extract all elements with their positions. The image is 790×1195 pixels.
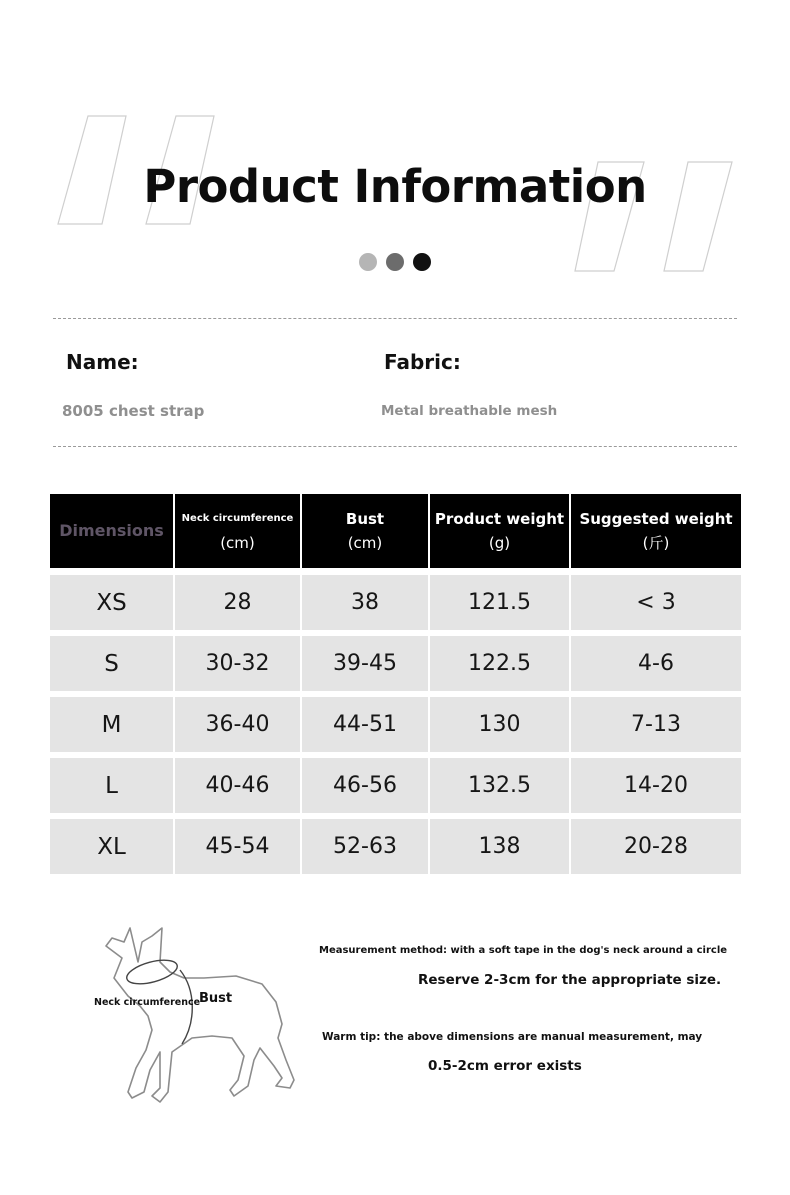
product-weight-cell: 121.5 bbox=[430, 575, 571, 630]
table-row bbox=[50, 819, 741, 874]
header-neck-label: Neck circumference bbox=[181, 513, 294, 524]
measurement-method-note: Measurement method: with a soft tape in the dog's neck around a circle bbox=[319, 945, 728, 956]
header-bust bbox=[302, 494, 430, 568]
product-weight-cell: 122.5 bbox=[430, 636, 571, 691]
indicator-dot-1 bbox=[359, 253, 377, 271]
neck-circumference-label: Neck circumference bbox=[94, 997, 201, 1008]
bust-cell: 39-45 bbox=[302, 636, 430, 691]
error-note: 0.5-2cm error exists bbox=[428, 1058, 582, 1074]
reserve-note: Reserve 2-3cm for the appropriate size. bbox=[418, 972, 722, 988]
suggested-weight-cell: 14-20 bbox=[571, 758, 741, 813]
header-suggested-weight bbox=[571, 494, 741, 568]
table-row bbox=[50, 697, 741, 752]
fabric-value: Metal breathable mesh bbox=[381, 403, 558, 419]
header-bust-unit: (cm) bbox=[347, 534, 383, 552]
header-dimensions bbox=[50, 494, 175, 568]
name-label: Name: bbox=[66, 350, 139, 374]
suggested-weight-cell: 20-28 bbox=[571, 819, 741, 874]
header-product-weight bbox=[430, 494, 571, 568]
size-table bbox=[50, 494, 741, 874]
size-cell: L bbox=[50, 758, 175, 813]
bust-cell: 38 bbox=[302, 575, 430, 630]
divider-bottom bbox=[53, 446, 737, 447]
header-neck bbox=[175, 494, 302, 568]
indicator-dot-3 bbox=[413, 253, 431, 271]
fabric-label: Fabric: bbox=[384, 350, 461, 374]
size-cell: S bbox=[50, 636, 175, 691]
header-suggested-weight-unit: (斤) bbox=[642, 534, 670, 552]
neck-cell: 45-54 bbox=[175, 819, 302, 874]
header-neck-unit: (cm) bbox=[220, 534, 255, 552]
neck-cell: 28 bbox=[175, 575, 302, 630]
bust-cell: 52-63 bbox=[302, 819, 430, 874]
table-row bbox=[50, 575, 741, 630]
divider-top bbox=[53, 318, 737, 319]
table-row bbox=[50, 636, 741, 691]
size-cell: XS bbox=[50, 575, 175, 630]
name-value: 8005 chest strap bbox=[62, 402, 205, 420]
bust-label: Bust bbox=[199, 991, 233, 1006]
suggested-weight-cell: 4-6 bbox=[571, 636, 741, 691]
table-row bbox=[50, 758, 741, 813]
table-header-row bbox=[50, 494, 741, 568]
header-bust-label: Bust bbox=[345, 510, 385, 528]
product-weight-cell: 138 bbox=[430, 819, 571, 874]
header-dimensions-label: Dimensions bbox=[59, 521, 164, 540]
header-product-weight-unit: (g) bbox=[488, 534, 511, 552]
suggested-weight-cell: 7-13 bbox=[571, 697, 741, 752]
bust-cell: 44-51 bbox=[302, 697, 430, 752]
page-title: Product Information bbox=[143, 160, 647, 213]
bust-cell: 46-56 bbox=[302, 758, 430, 813]
product-weight-cell: 132.5 bbox=[430, 758, 571, 813]
size-cell: XL bbox=[50, 819, 175, 874]
header-product-weight-label: Product weight bbox=[434, 510, 565, 528]
neck-cell: 40-46 bbox=[175, 758, 302, 813]
suggested-weight-cell: < 3 bbox=[571, 575, 741, 630]
size-cell: M bbox=[50, 697, 175, 752]
neck-cell: 36-40 bbox=[175, 697, 302, 752]
product-weight-cell: 130 bbox=[430, 697, 571, 752]
indicator-dot-2 bbox=[386, 253, 404, 271]
header-suggested-weight-label: Suggested weight bbox=[579, 510, 733, 528]
warm-tip-note: Warm tip: the above dimensions are manual measurement, may bbox=[322, 1031, 703, 1043]
dog-outline-illustration bbox=[0, 920, 300, 1120]
neck-cell: 30-32 bbox=[175, 636, 302, 691]
